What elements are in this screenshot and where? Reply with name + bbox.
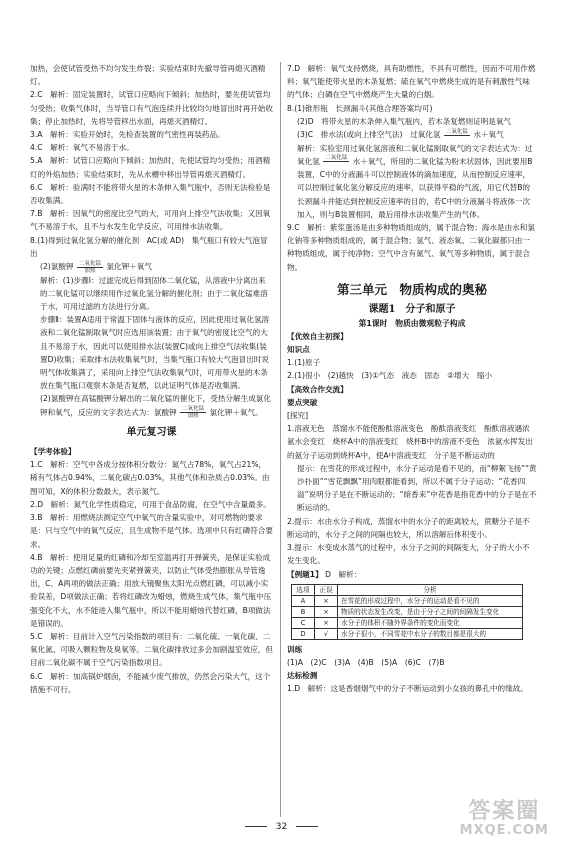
table-cell-judgement: ×	[315, 595, 338, 606]
check-label: 达标检测	[287, 671, 318, 681]
reaction-condition: $\frac{\text{二氧化锰}}{\text{加热}}$	[78, 260, 101, 274]
explore-hint-1: 提示：在雪花的形成过程中，水分子运动是看不见的，而“柳絮飞扬”“黄沙扑面”“雪花飘飘”用肉眼都能看到，所以不属于分子运动；“花香四溢”说明分子是在不断运动的；“暗香来”中花香是指花香中的分子是在不断运动的。	[297, 463, 537, 513]
answer-8-analysis-1: 解析：(1)步骤Ⅰ：过滤完成后得到固体二氧化锰，从溶液中分离出来的二氧化锰可以继续用作过氧化氢分解的催化剂；由于二氧化锰难溶于水，可用过滤的方法进行分离。	[40, 275, 268, 311]
example-answer: D 解析：	[325, 569, 362, 579]
table-header: 选项	[292, 584, 315, 595]
answer-r9: 9.C 解析：紫浆蛋汤是由多种物质组成的，属于混合物；海水是由水和氯化钠等多种物质组成的，属于混合物；氢气、液态氧、二氧化碳都只由一种物质组成，属于纯净物；空气中含有氮气、氧气等多种物质，属于混合物。	[287, 223, 535, 272]
answer-7: 7.B 解析：因氧气的密度比空气的大，可用向上排空气法收集；又因氧气不易溶于水，且不与水发生化学反应，可用排水法收集。	[30, 209, 271, 232]
watermark-logo: 答案圈 MXQE.COM	[459, 799, 549, 838]
lesson-title: 课题1 分子和原子	[368, 303, 456, 315]
review-title: 单元复习课	[126, 427, 177, 439]
table-cell-judgement: ×	[315, 606, 338, 617]
answer-4: 4.C 解析：氧气不易溶于水。	[30, 143, 134, 153]
period-title: 第1课时 物质由微观粒子构成	[358, 318, 466, 328]
table-cell-analysis: 水分子很小，不同雪花中水分子的数目都是很大的	[338, 628, 523, 639]
exam-answer-5: 5.C 解析：目前计入空气污染指数的项目有：二氧化硫、一氧化碳、二氧化氮、可吸入颗粒物及臭氧等。二氧化碳排放过多会加剧温室效应，但目前二氧化碳不属于空气污染指数项目。	[30, 631, 273, 668]
exam-answer-4: 4.B 解析：使用足量的红磷和冷却至室温再打开弹簧夹，是保证实验成功的关键；点燃红磷前要先夹紧弹簧夹，以防止气体受热膨胀从导管逸出，C、A两项的做法正确；用放大镜聚焦太阳光点燃红磷，可以减小实验误差，D项做法正确；若将红磷改为蜡烛，燃烧生成气体，集气瓶中压强变化不大，水不能进入集气瓶中，所以不能用蜡烛代替红磷，B项做法是错误的。	[30, 552, 272, 628]
answer-6: 6.C 解析：验满时不能将带火星的木条伸入集气瓶中，否则无法检验是否收集满。	[30, 182, 271, 206]
reaction-condition: 二氧化锰	[325, 155, 348, 162]
table-header: 正误	[315, 584, 338, 595]
example-line	[287, 568, 537, 581]
answer-2: 2.C 解析：固定装置时，试管口应略向下倾斜；加热时，要先使试管均匀受热；收集气体时，当导管口有气泡连续并比较均匀地冒出时再开始收集；停止加热时，先将导管移出水面，再熄灭酒精灯。	[30, 90, 273, 126]
exam-answer-2: 2.D 解析：氮气化学性质稳定，可用于食品防腐，在空气中含量最多。	[30, 499, 271, 509]
example-tag: 【例题1】	[287, 569, 323, 579]
training-answers: (1)A (2)C (3)A (4)B (5)A (6)C (7)B	[287, 657, 445, 667]
answer-r8-analysis: 解析：实验室用过氧化氢溶液和二氧化锰制取氧气的文字表达式为：过氧化氢 二氧化锰 水＋氧气，所用的二氧化锰为粉末状固体，因此要用B装置，C中的分液漏斗可以控制液体的滴加速度，从而控制反应速率，可以控制过氧化氢分解反应的速率，以获得平稳的气流，用它代替B的长颈漏斗并能达到控制反应速率的目的，若C中的分液漏斗将液体一次加入，则与B装置相同，最后用排水法收集产生的气体。	[297, 143, 533, 219]
knowledge-answer-2: 2.(1)很小 (2)越快 (3)①气态 液态 固态 ②增大 缩小	[287, 371, 493, 381]
answer-8-analysis-2: 步骤Ⅱ：装置A适用于常温下固体与液体的反应，因此使用过氧化氢溶液和二氧化锰制取氧气时应选用该装置；由于氧气的密度比空气的大且不易溶于水，因此可以使用排水法(装置C)或向上排空气法收集(装置D)收集；采取排水法收集氧气时，当集气瓶口有较大气泡冒出时说明气体收集满了，采用向上排空气法收集氧气时，可用带火星的木条放在集气瓶口观察木条是否复燃，以此证明气体是否收集满。	[40, 315, 270, 391]
answer-8-part1: 8.(1)得到过氧化氢分解的催化剂 AC(或 AD) 集气瓶口有较大气泡冒出	[30, 235, 268, 258]
analysis-table	[291, 584, 523, 640]
explore-tag: [探究]	[287, 411, 309, 421]
answer-r7: 7.D 解析：氧气支持燃烧，具有助燃性，不具有可燃性，因而不可用作燃料；氧气能使带火星的木条复燃；硫在氧气中燃烧生成的是有刺激性气味的气体；白磷在空气中燃烧产生大量的白烟。	[287, 64, 536, 100]
page-number: 32	[0, 822, 563, 832]
knowledge-answer-1: 1.(1)原子	[287, 358, 321, 368]
reaction-condition: $\frac{\text{二氧化锰}}{\text{加热}}$	[182, 406, 205, 420]
self-study-tag: 【优效自主初探】	[287, 331, 348, 341]
page-number-dash	[296, 826, 318, 827]
table-cell-analysis: 在雪花的形成过程中，水分子的运动是看不见的	[338, 595, 523, 606]
table-row	[292, 606, 523, 617]
reaction-condition: 二氧化锰	[445, 128, 468, 135]
table-cell-analysis: 物质的状态发生改变，是由于分子之间的间隔发生变化	[338, 606, 523, 617]
table-row	[292, 617, 523, 628]
table-cell-analysis: 水分子的体积不随外界条件的变化而变化	[338, 617, 523, 628]
answer-r8-3: (3)C 排水法(或向上排空气法) 过氧化氢 二氧化锰 水＋氧气	[287, 128, 537, 142]
unit-title: 第三单元 物质构成的奥秘	[336, 281, 487, 297]
exam-answer-1: 1.C 解析：空气中各成分按体积分数分：氮气占78%，氧气占21%，稀有气体占0.94%，二氧化碳占0.03%，其他气体和杂质占0.03%。由图可知，X的体积分数最大，表示氮气。	[30, 460, 270, 496]
table-cell-option: C	[292, 617, 315, 628]
explore-answer-2: 2.提示：水由水分子构成，蒸馏水中的水分子的距离较大，蔗糖分子是不断运动的，水分子之间的间隔也较大，所以溶解后体积变小。	[287, 516, 530, 539]
table-cell-option: A	[292, 595, 315, 606]
answer-8-analysis-3: (2)氯酸钾在高锰酸钾分解出的二氧化锰的催化下，受热分解生成氯化钾和氧气，反应的文字表达式为：氯酸钾 $\frac{\text{二氧化锰}}{\text{加热}}$ 氯化钾＋氧气。	[40, 394, 271, 420]
table-cell-judgement: √	[315, 628, 338, 639]
training-label: 训练	[287, 644, 303, 654]
table-header-row	[292, 584, 523, 595]
left-column	[30, 62, 273, 696]
explore-answer-1: 1.溶液无色 蒸馏水不能使酚酞溶液变色 酚酞溶液变红 酚酞溶液遇浓氨水会变红 烧杯A中的溶液变红 烧杯B中的溶液不变色 浓氨水挥发出的氨分子运动到烧杯A中，使A中溶液变红 分子是不断运动的	[287, 424, 533, 460]
table-cell-judgement: ×	[315, 617, 338, 628]
answer-text: 加热，会使试管受热不均匀发生炸裂；实验结束时先撤导管再熄灭酒精灯。	[30, 64, 266, 87]
exam-answer-3: 3.B 解析：用燃烧法测定空气中氧气的含量实验中，对可燃物的要求是：只与空气中的氧气反应，且生成物不是气体。选项中只有红磷符合要求。	[30, 513, 273, 549]
answer-3: 3.A 解析：实验开始时，先检查装置的气密性再装药品。	[30, 130, 225, 140]
table-header: 分析	[338, 584, 523, 595]
check-answer-1: 1.D 解析：这是香烟烟气中的分子不断运动到小女孩的鼻孔中的缘故。	[287, 684, 528, 694]
explore-answer-3: 3.提示：水变成水蒸气的过程中，水分子之间的间隔变大，分子的大小不发生变化。	[287, 543, 530, 566]
table-row	[292, 595, 523, 606]
table-cell-option: D	[292, 628, 315, 639]
exam-section-tag: 【学考体验】	[30, 447, 76, 457]
answer-r8-2: (2)D 将带火星的木条伸入集气瓶内，若木条复燃则证明是氧气	[297, 116, 512, 126]
table-row	[292, 628, 523, 639]
knowledge-point-label: 知识点	[287, 345, 310, 355]
cooperation-tag: 【高效合作交流】	[287, 384, 348, 394]
column-divider	[280, 62, 281, 817]
exam-answer-6: 6.C 解析：加高锅炉烟囱，不能减少废气排放，仍然会污染大气，这个措施不可行。	[30, 671, 271, 694]
right-column	[287, 62, 537, 696]
answer-5: 5.A 解析：试管口应略向下倾斜；加热时，先使试管均匀受热；用酒精灯的外焰加热；实验结束时，先从水槽中移出导管再熄灭酒精灯。	[30, 156, 271, 179]
answer-8-equation: (2)氯酸钾 $\frac{\text{二氧化锰}}{\text{加热}}$ 氯化钾＋氧气	[40, 260, 152, 274]
answer-r8-1: 8.(1)锥形瓶 长颈漏斗(其他合理答案均可)	[287, 103, 433, 113]
table-cell-option: B	[292, 606, 315, 617]
key-points-label: 要点突破	[287, 397, 318, 407]
page-number-dash	[245, 826, 267, 827]
